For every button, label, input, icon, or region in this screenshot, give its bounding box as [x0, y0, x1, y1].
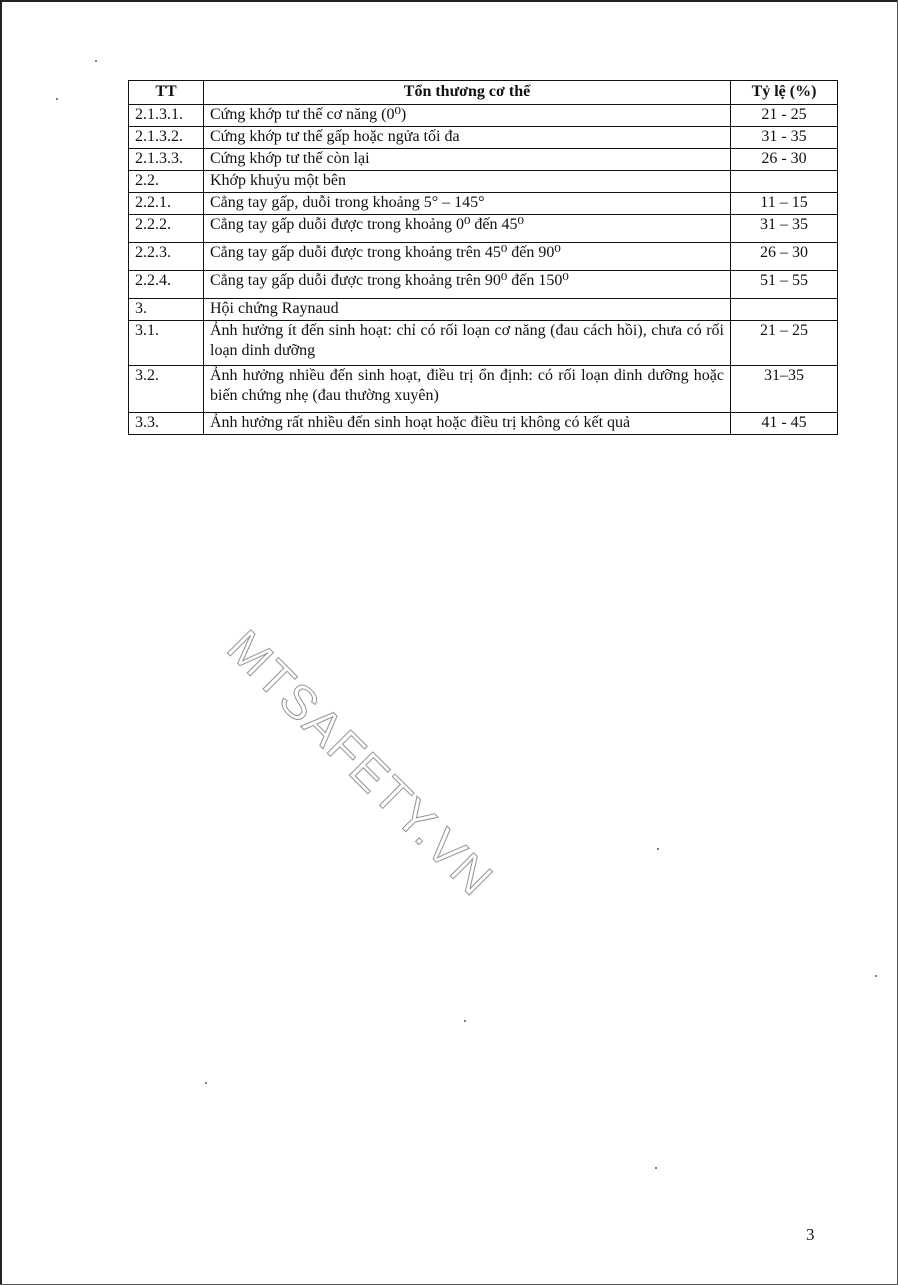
injury-rate-table: [128, 80, 838, 435]
row-rate: 31–35: [731, 366, 838, 413]
row-rate: 21 – 25: [731, 321, 838, 366]
row-desc: Khớp khuỷu một bên: [204, 171, 731, 193]
row-desc: Ảnh hưởng rất nhiều đến sinh hoạt hoặc điều trị không có kết quả: [204, 413, 731, 435]
row-rate: 41 - 45: [731, 413, 838, 435]
page-number: 3: [806, 1225, 815, 1244]
row-desc: Ảnh hưởng ít đến sinh hoạt: chỉ có rối loạn cơ năng (đau cách hồi), chưa có rối loạn dinh dưỡng: [204, 321, 731, 366]
row-rate: [731, 171, 838, 193]
table-row: [129, 271, 838, 299]
scan-speck: [875, 975, 877, 977]
row-desc: Cứng khớp tư thế còn lại: [204, 149, 731, 171]
header-rate: Tỷ lệ (%): [731, 81, 838, 105]
row-tt: 2.1.3.2.: [129, 127, 204, 149]
scan-speck: [655, 1167, 657, 1169]
row-rate: 51 – 55: [731, 271, 838, 299]
row-desc: Cứng khớp tư thế gấp hoặc ngửa tối đa: [204, 127, 731, 149]
scan-speck: [464, 1020, 466, 1022]
row-tt: 2.2.3.: [129, 243, 204, 271]
table-row: [129, 243, 838, 271]
row-rate: [731, 299, 838, 321]
row-tt: 3.: [129, 299, 204, 321]
table-row: [129, 193, 838, 215]
table-row: [129, 321, 838, 366]
row-rate: 31 – 35: [731, 215, 838, 243]
row-desc: Cứng khớp tư thế cơ năng (0⁰): [204, 105, 731, 127]
row-tt: 2.1.3.1.: [129, 105, 204, 127]
row-tt: 2.2.2.: [129, 215, 204, 243]
table-row: [129, 299, 838, 321]
scan-speck: [95, 60, 97, 62]
header-tt: TT: [129, 81, 204, 105]
row-rate: 31 - 35: [731, 127, 838, 149]
scan-speck: [657, 848, 659, 850]
row-rate: 11 – 15: [731, 193, 838, 215]
row-desc: Hội chứng Raynaud: [204, 299, 731, 321]
scan-speck: [205, 1082, 207, 1084]
row-tt: 2.2.1.: [129, 193, 204, 215]
table-row: [129, 366, 838, 413]
row-desc: Cẳng tay gấp, duỗi trong khoảng 5° – 145°: [204, 193, 731, 215]
row-desc: Cẳng tay gấp duỗi được trong khoảng trên 45⁰ đến 90⁰: [204, 243, 731, 271]
table-row: [129, 215, 838, 243]
row-rate: 21 - 25: [731, 105, 838, 127]
row-tt: 2.1.3.3.: [129, 149, 204, 171]
table-row: [129, 149, 838, 171]
table-row: [129, 171, 838, 193]
table-header-row: [129, 81, 838, 105]
row-tt: 3.3.: [129, 413, 204, 435]
watermark: MTSAFETY.VN: [216, 620, 504, 907]
row-desc: Cẳng tay gấp duỗi được trong khoảng 0⁰ đến 45⁰: [204, 215, 731, 243]
table-row: [129, 105, 838, 127]
row-tt: 2.2.: [129, 171, 204, 193]
row-rate: 26 – 30: [731, 243, 838, 271]
row-tt: 3.2.: [129, 366, 204, 413]
scan-speck: [56, 98, 58, 100]
row-desc: Ảnh hưởng nhiều đến sinh hoạt, điều trị ổn định: có rối loạn dinh dưỡng hoặc biến chứng nhẹ (đau thường xuyên): [204, 366, 731, 413]
page-border: [0, 0, 2, 1285]
header-injury: Tổn thương cơ thể: [204, 81, 731, 105]
row-rate: 26 - 30: [731, 149, 838, 171]
row-tt: 3.1.: [129, 321, 204, 366]
table-row: [129, 127, 838, 149]
row-desc: Cẳng tay gấp duỗi được trong khoảng trên 90⁰ đến 150⁰: [204, 271, 731, 299]
row-tt: 2.2.4.: [129, 271, 204, 299]
table-row: [129, 413, 838, 435]
page-border: [0, 0, 898, 2]
